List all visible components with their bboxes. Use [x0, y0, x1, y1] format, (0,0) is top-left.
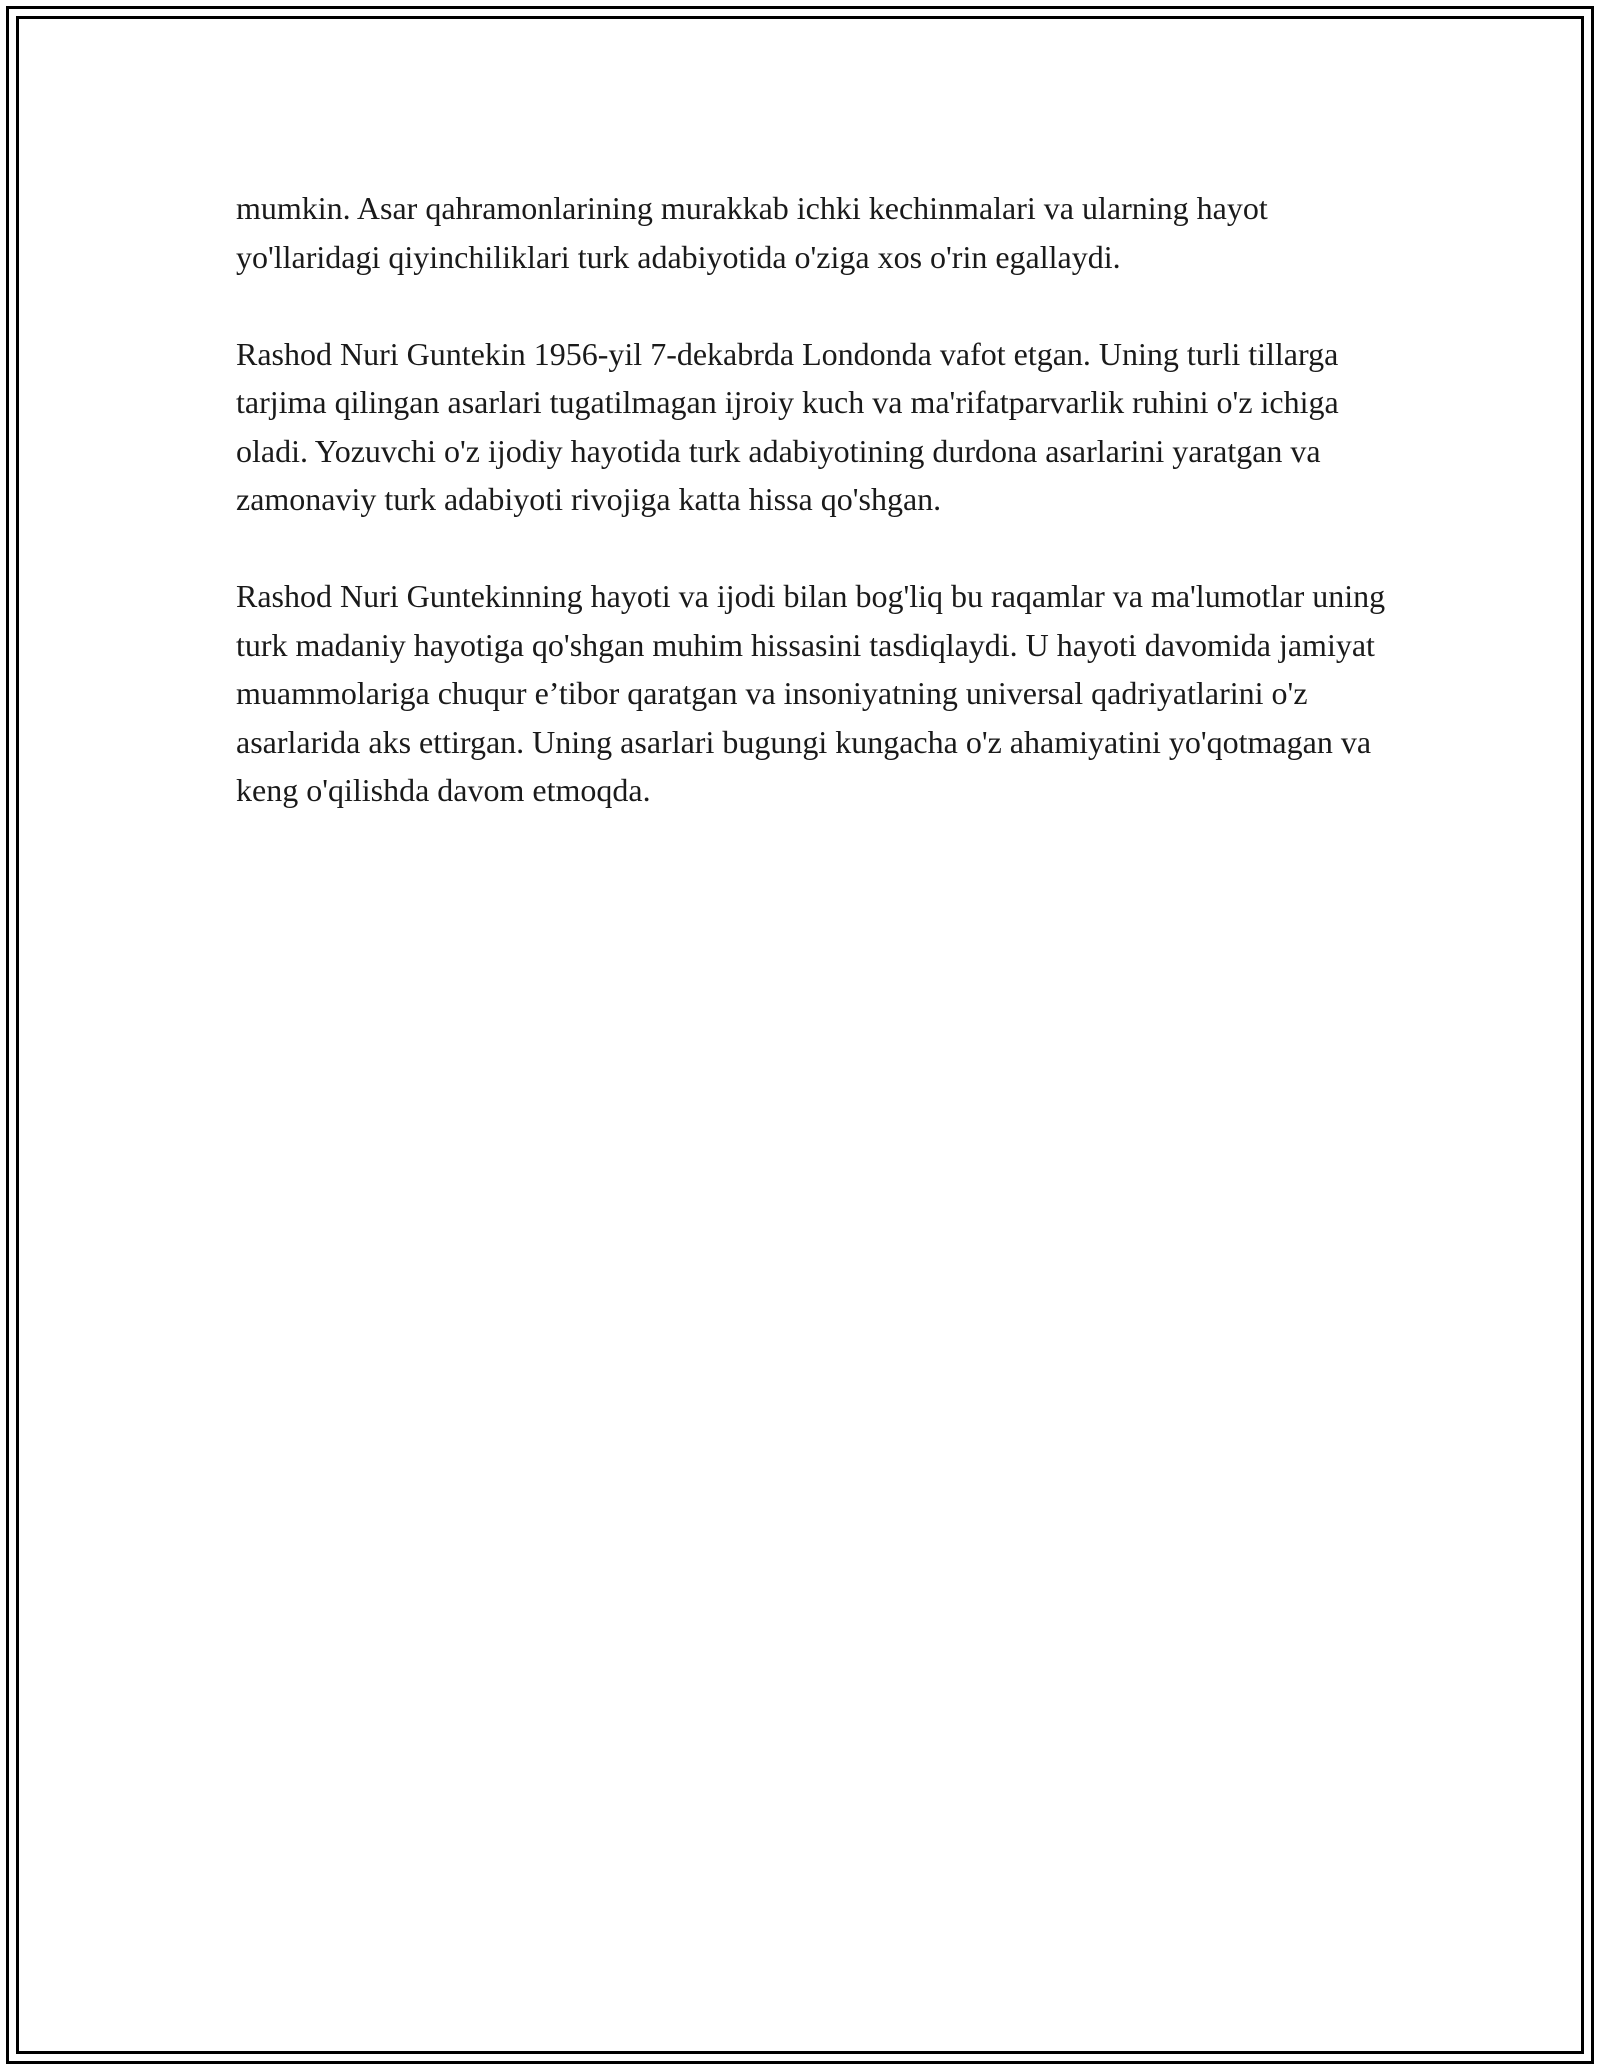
- paragraph-2: Rashod Nuri Guntekin 1956-yil 7-dekabrda Londonda vafot etgan. Uning turli tillarga tarjima qilingan asarlari tugatilmagan ijroiy kuch va ma'rifatparvarlik ruhini o'z ichiga oladi. Yozuvchi o'z ijodiy hayotida turk adabiyotining durdona asarlarini yaratgan va zamonaviy turk adabiyoti rivojiga katta hissa qo'shgan.: [236, 335, 1339, 517]
- paragraph-3: Rashod Nuri Guntekinning hayoti va ijodi bilan bog'liq bu raqamlar va ma'lumotlar uning turk madaniy hayotiga qo'shgan muhim hissasini tasdiqlaydi. U hayoti davomida jamiyat muammolariga chuqur e’tibor qaratgan va insoniyatning universal qadriyatlarini o'z asarlarida aks ettirgan. Uning asarlari bugungi kungacha o'z ahamiyatini yo'qotmagan va keng o'qilishda davom etmoqda.: [236, 578, 1386, 808]
- document-body: [236, 184, 1396, 863]
- paragraph-1: mumkin. Asar qahramonlarining murakkab ichki kechinmalari va ularning hayot yo'llaridagi qiyinchiliklari turk adabiyotida o'ziga xos o'rin egallaydi.: [236, 190, 1268, 275]
